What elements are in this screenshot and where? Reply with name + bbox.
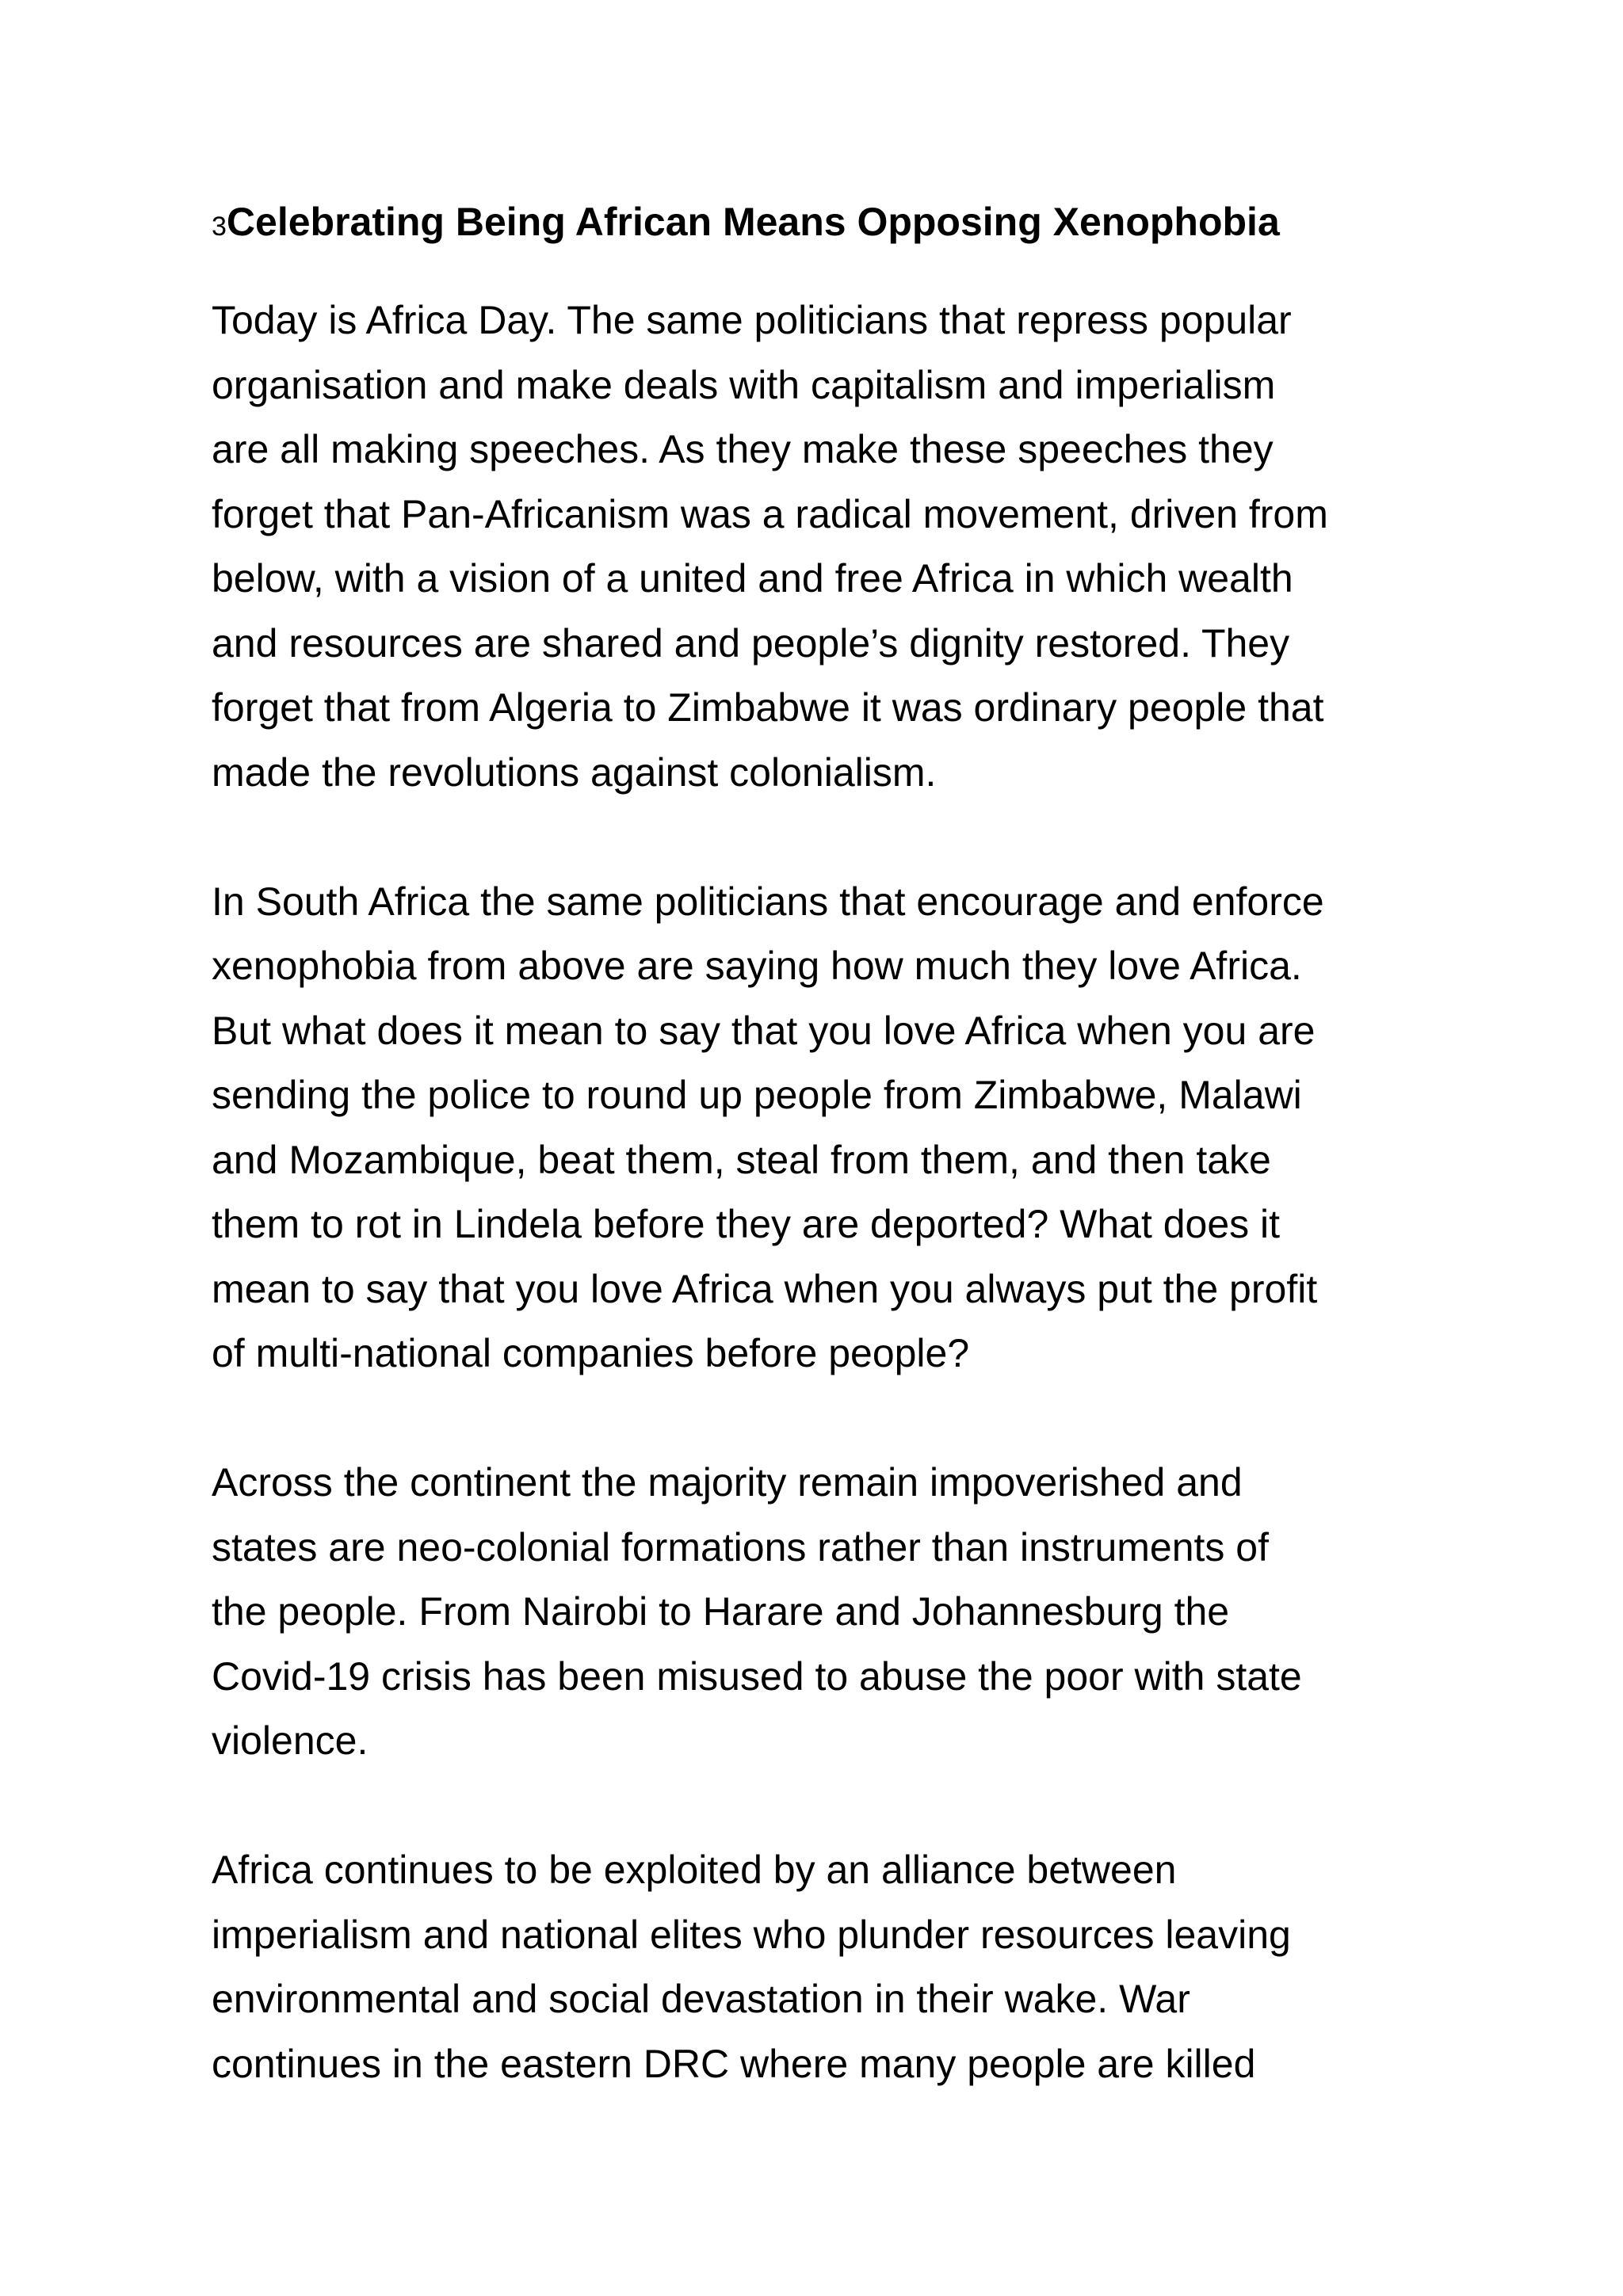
- paragraph: [212, 870, 1448, 1386]
- document-title: [212, 198, 1448, 250]
- text-line: continues in the eastern DRC where many people are killed: [212, 2041, 1256, 2086]
- document-page: [212, 198, 1448, 2096]
- text-line: In South Africa the same politicians that encourage and enforce: [212, 879, 1324, 924]
- text-line: and resources are shared and people’s dignity restored. They: [212, 620, 1290, 666]
- text-line: xenophobia from above are saying how much they love Africa.: [212, 944, 1302, 988]
- text-line: Today is Africa Day. The same politicians that repress popular: [212, 298, 1292, 342]
- text-line: of multi-national companies before people?: [212, 1331, 970, 1375]
- text-line: mean to say that you love Africa when you always put the profit: [212, 1266, 1318, 1311]
- text-line: and Mozambique, beat them, steal from them, and then take: [212, 1137, 1271, 1182]
- text-line: the people. From Nairobi to Harare and Johannesburg the: [212, 1589, 1230, 1634]
- text-line: Africa continues to be exploited by an alliance between: [212, 1848, 1177, 1892]
- page-number-prefix: 3: [212, 212, 227, 242]
- text-line: Covid-19 crisis has been misused to abuse the poor with state: [212, 1653, 1302, 1699]
- text-line: made the revolutions against colonialism.: [212, 749, 937, 795]
- text-line: below, with a vision of a united and free Africa in which wealth: [212, 556, 1293, 601]
- paragraph: [212, 288, 1448, 805]
- text-line: them to rot in Lindela before they are deported? What does it: [212, 1202, 1281, 1246]
- text-line: are all making speeches. As they make these speeches they: [212, 427, 1274, 471]
- text-line: organisation and make deals with capitalism and imperialism: [212, 362, 1276, 407]
- text-line: states are neo-colonial formations rather than instruments of: [212, 1524, 1270, 1569]
- title-text: Celebrating Being African Means Opposing Xenophobia: [226, 200, 1280, 244]
- text-line: Across the continent the majority remain impoverished and: [212, 1460, 1243, 1505]
- text-line: forget that Pan-Africanism was a radical movement, driven from: [212, 491, 1328, 536]
- paragraph: [212, 1451, 1448, 1774]
- paragraph: [212, 1838, 1448, 2096]
- text-line: sending the police to round up people from Zimbabwe, Malawi: [212, 1073, 1302, 1117]
- text-line: forget that from Algeria to Zimbabwe it was ordinary people that: [212, 685, 1324, 730]
- text-line: environmental and social devastation in their wake. War: [212, 1977, 1190, 2021]
- text-line: But what does it mean to say that you love Africa when you are: [212, 1008, 1316, 1053]
- text-line: imperialism and national elites who plunder resources leaving: [212, 1912, 1291, 1957]
- text-line: violence.: [212, 1718, 369, 1763]
